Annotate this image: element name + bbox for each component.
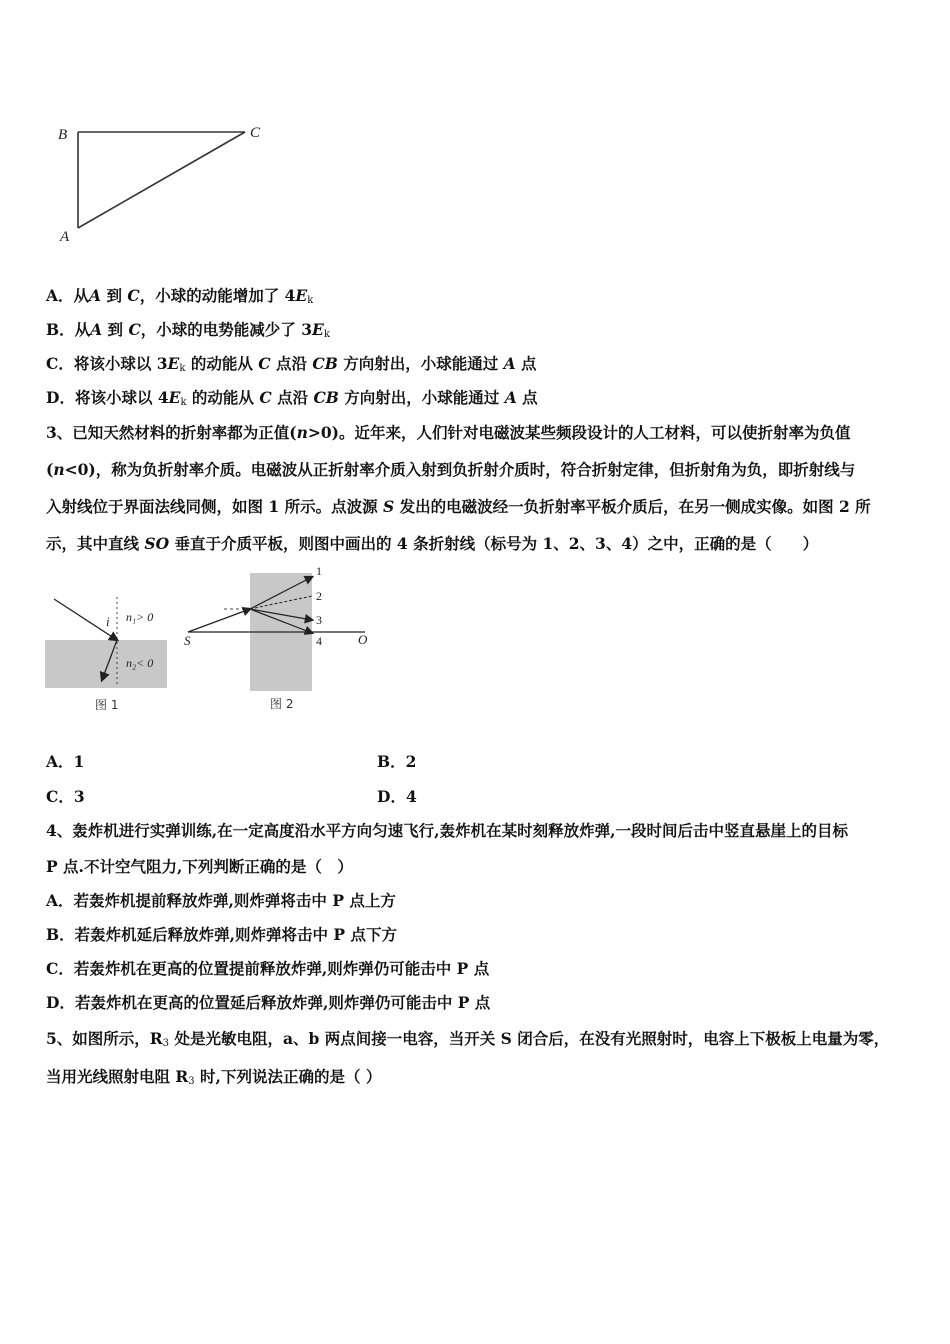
q3-stem-line4: 示，其中直线 SO 垂直于介质平板，则图中画出的 4 条折射线（标号为 1、2、3、4）之中，正确的是（ ） [46, 534, 819, 553]
q4-stem-line1: 4、轰炸机进行实弹训练,在一定高度沿水平方向匀速飞行,轰炸机在某时刻释放炸弹,一段时间后击中竖直悬崖上的目标 [46, 821, 848, 840]
vertex-c-label: C [250, 125, 261, 141]
n2-label: n₂< 0 [126, 656, 154, 670]
q4-stem-line2: P 点.不计空气阻力,下列判断正确的是（ ） [46, 857, 353, 876]
q5-stem-line2: 当用光线照射电阻 $R_3$ 时,下列说法正确的是（ ） [46, 1067, 382, 1087]
q4-option-c: C．若轰炸机在更高的位置提前释放炸弹,则炸弹仍可能击中 P 点 [46, 959, 490, 978]
source-s-label: S [184, 633, 191, 648]
q3-stem-line1: 3、已知天然材料的折射率都为正值(n>0)。近年来，人们针对电磁波某些频段设计的人工材料，可以使折射率为负值 [46, 423, 851, 442]
point-o-label: O [358, 632, 368, 647]
ray-2-label: 2 [316, 589, 322, 603]
angle-i-label: i [106, 614, 110, 629]
n1-label: n₁> 0 [126, 610, 154, 624]
ray-4-label: 4 [316, 634, 322, 648]
q4-option-b: B．若轰炸机延后释放炸弹,则炸弹将击中 P 点下方 [46, 925, 397, 944]
figure-2-rays [180, 565, 380, 717]
q2-option-d: D．将该小球以 $4E_k$ 的动能从 C 点沿 CB 方向射出，小球能通过 A 点 [46, 388, 538, 408]
q5-stem-line1: 5、如图所示，$R_3$ 处是光敏电阻，a、b 两点间接一电容，当开关 S 闭合后，在没有光照射时，电容上下极板上电量为零， [46, 1029, 890, 1049]
q3-stem-line2: (n<0)，称为负折射率介质。电磁波从正折射率介质入射到负折射介质时，符合折射定律，但折射角为负，即折射线与 [46, 460, 856, 479]
q4-option-d: D．若轰炸机在更高的位置延后释放炸弹,则炸弹仍可能击中 P 点 [46, 993, 491, 1012]
q4-option-a: A．若轰炸机提前释放炸弹,则炸弹将击中 P 点上方 [46, 891, 396, 910]
q3-option-a: A．1 [46, 752, 85, 771]
q2-option-b: B．从A 到 C，小球的电势能减少了 $3E_k$ [46, 320, 330, 340]
vertex-a-label: A [60, 229, 70, 245]
q3-option-b: B．2 [377, 752, 417, 771]
figure-1-caption: 图 1 [95, 698, 119, 712]
figure-2-caption: 图 2 [270, 697, 294, 711]
q3-stem-line3: 入射线位于界面法线同侧，如图 1 所示。点波源 S 发出的电磁波经一负折射率平板介质后，在另一侧成实像。如图 2 所 [46, 497, 871, 516]
vertex-b-label: B [58, 127, 68, 143]
q2-option-c: C．将该小球以 $3E_k$ 的动能从 C 点沿 CB 方向射出，小球能通过 A 点 [46, 354, 537, 374]
triangle-figure [50, 115, 280, 255]
q3-option-c: C．3 [46, 787, 85, 806]
figure-1-refraction [40, 585, 175, 715]
q2-option-a: A．从A 到 C，小球的动能增加了 $4E_k$ [46, 286, 314, 306]
ray-3-label: 3 [316, 613, 322, 627]
ray-1-label: 1 [316, 565, 322, 578]
q3-option-d: D．4 [377, 787, 417, 806]
